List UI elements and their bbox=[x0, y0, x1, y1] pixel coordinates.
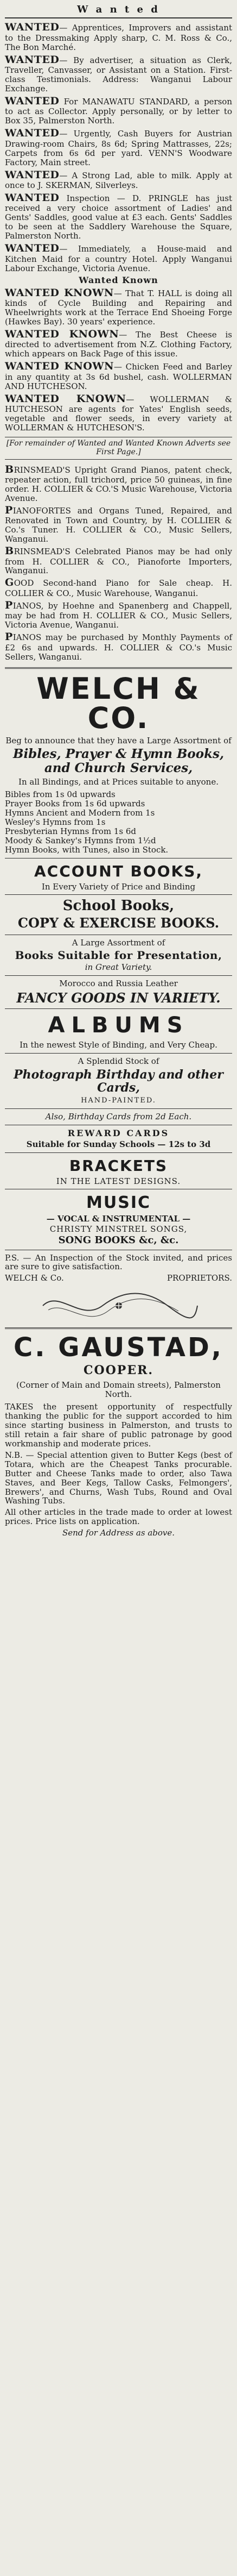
known_ads-lead: WANTED KNOWN bbox=[5, 286, 114, 299]
wanted_ads-item bbox=[5, 22, 232, 52]
price-item: Prayer Books from 1s 6d upwards bbox=[5, 799, 145, 809]
welch-title: WELCH & CO. bbox=[36, 671, 201, 735]
pianos-text: OOD Second-hand Piano for Sale cheap. H. COLLIER & CO., Music Warehouse, Wanganui. bbox=[5, 578, 232, 598]
pianos-item bbox=[5, 546, 232, 575]
price-list bbox=[5, 790, 232, 855]
price-item: Bibles from 1s 0d upwards bbox=[5, 789, 116, 800]
wanted_ads-text: For MANAWATU STANDARD, a person to act as Collector. Apply personally, or by letter to Box 35, Palmerston North. bbox=[5, 96, 232, 126]
pianos-text: IANOS may be purchased by Monthly Payments of £2 6s and upwards. H. COLLIER & CO.'s Music Sellers, Wanganui. bbox=[5, 632, 232, 662]
divider bbox=[5, 1053, 232, 1054]
birthday-cards: Also, Birthday Cards from 2d Each. bbox=[45, 1111, 192, 1121]
remainder-note: [For remainder of Wanted and Wanted Known Adverts see First Page.] bbox=[5, 437, 232, 460]
wanted_ads-item bbox=[5, 96, 232, 126]
wanted_ads-text: — Urgently, Cash Buyers for Austrian Drawing-room Chairs, 8s 6d; Spring Mattrasses, 22s; Carpets from 6s 6d per yard. VENN'S Woodware Factory, Main street. bbox=[5, 129, 232, 167]
known_ads-item bbox=[5, 361, 232, 391]
reward-cards-line: Suitable for Sunday Schools — 12s to 3d bbox=[26, 1139, 211, 1149]
wanted-ads-section bbox=[5, 22, 232, 273]
piano-ads-section bbox=[5, 464, 232, 662]
wanted_ads-lead: WANTED bbox=[5, 53, 60, 66]
pianos-item bbox=[5, 600, 232, 630]
pianos-lead: P bbox=[5, 599, 13, 611]
welch-advert bbox=[5, 671, 232, 1283]
welch-intro: Beg to announce that they have a Large Assortment of bbox=[5, 735, 232, 745]
large-assortment: A Large Assortment of bbox=[72, 937, 165, 948]
fancy-goods: FANCY GOODS IN VARIETY. bbox=[16, 990, 221, 1006]
wanted_ads-item bbox=[5, 170, 232, 190]
welch-sig-right: PROPRIETORS. bbox=[166, 1273, 232, 1283]
divider bbox=[5, 975, 232, 976]
known_ads-item bbox=[5, 393, 232, 433]
christy-songs: CHRISTY MINSTREL SONGS, bbox=[49, 1224, 188, 1234]
brackets-title: BRACKETS bbox=[69, 1156, 168, 1175]
music-sub: — VOCAL & INSTRUMENTAL — bbox=[46, 1214, 191, 1224]
gaustad-sign: Send for Address as above. bbox=[62, 1528, 175, 1538]
gaustad-body: TAKES the present opportunity of respectfully thanking the public for the support accorded to him since starting business in Palmerston, and trusts to still retain a fair share of public patronage by good workmanship and moderate prices. bbox=[5, 1402, 232, 1449]
welch-bindings: In all Bindings, and at Prices suitable to anyone. bbox=[18, 777, 219, 787]
pianos-lead: G bbox=[5, 576, 14, 589]
albums-sub: In the newest Style of Binding, and Very Cheap. bbox=[20, 1039, 217, 1050]
albums-title: ALBUMS bbox=[48, 1013, 189, 1038]
wanted_ads-text: — By advertiser, a situation as Clerk, Traveller, Canvasser, or Assistant on a Station. First-class Testimonials. Address: Wanganui Labour Exchange. bbox=[5, 55, 232, 94]
pianos-lead: B bbox=[5, 463, 14, 475]
price-item: Hymns Ancient and Modern from 1s bbox=[5, 808, 155, 818]
known_ads-lead: WANTED KNOWN bbox=[5, 392, 126, 405]
wanted_ads-lead: WANTED bbox=[5, 242, 60, 255]
price-row bbox=[5, 790, 232, 799]
wanted_ads-lead: WANTED bbox=[5, 21, 60, 34]
pianos-item bbox=[5, 577, 232, 598]
gaustad-advert bbox=[5, 1334, 232, 1538]
known_ads-lead: WANTED KNOWN bbox=[5, 328, 119, 340]
price-item: Presbyterian Hymns from 1s 6d bbox=[5, 826, 136, 837]
pianos-lead: P bbox=[5, 504, 13, 516]
wanted_ads-lead: WANTED bbox=[5, 168, 60, 181]
decorative-scroll-icon bbox=[37, 1289, 200, 1322]
wanted_ads-text: — Apprentices, Improvers and assistant to the Dressmaking Apply sharp, C. M. Ross & Co., The Bon Marché. bbox=[5, 23, 232, 52]
welch-ps: P.S. — An Inspection of the Stock invited, and prices are sure to give satisfaction. bbox=[5, 1252, 232, 1272]
wanted-known-section bbox=[5, 287, 232, 433]
account-books-title: ACCOUNT BOOKS, bbox=[34, 862, 203, 880]
divider bbox=[5, 667, 232, 669]
wanted_ads-item bbox=[5, 54, 232, 93]
divider bbox=[5, 894, 232, 895]
gaustad-all: All other articles in the trade made to order at lowest prices. Price lists on application. bbox=[5, 1507, 232, 1527]
pianos-lead: B bbox=[5, 545, 14, 557]
divider bbox=[5, 1108, 232, 1109]
price-row bbox=[5, 808, 232, 818]
pianos-text: IANOS, by Hoehne and Spanenberg and Chappell, may be had from H. COLLIER & CO., Music Sellers, Victoria Avenue, Wanganui. bbox=[5, 600, 232, 630]
pianos-item bbox=[5, 464, 232, 503]
welch-signature bbox=[5, 1274, 232, 1283]
wanted_ads-text: — Immediately, a House-maid and Kitchen Maid for a country Hotel. Apply Wanganui Labour Exchange, Victoria Avenue. bbox=[5, 244, 232, 273]
gaustad-address: (Corner of Main and Domain streets), Palmerston North. bbox=[16, 1380, 221, 1400]
price-item: Hymn Books, with Tunes, also in Stock. bbox=[5, 844, 169, 855]
price-item: Moody & Sankey's Hymns from 1½d bbox=[5, 836, 156, 846]
divider bbox=[5, 1152, 232, 1153]
pianos-lead: P bbox=[5, 631, 13, 643]
known_ads-text: — The Best Cheese is directed to advertisement from N.Z. Clothing Factory, which appears on Back Page of this issue. bbox=[5, 329, 232, 359]
known_ads-item bbox=[5, 287, 232, 327]
wanted_ads-text: Inspection — D. PRINGLE has just received a very choice assortment of Ladies' and Gents' Saddles, good value at £3 each. Gents' Saddles to be seen at the Saddlery Warehouse the Square, Palmerston North. bbox=[5, 193, 232, 241]
photograph-cards: Photograph Birthday and other Cards, bbox=[14, 1067, 223, 1095]
pianos-text: RINSMEAD'S Upright Grand Pianos, patent check, repeater action, full trichord, price 50 guineas, in fine order. H. COLLIER & CO.'S Music Warehouse, Victoria Avenue. bbox=[5, 465, 232, 503]
reward-cards-title: REWARD CARDS bbox=[67, 1127, 170, 1138]
known_ads-text: — That T. HALL is doing all kinds of Cycle Building and Repairing and Wheelwrights work at the Terrace End Shoeing Forge (Hawkes Bay). 30 years' experience. bbox=[5, 288, 232, 327]
price-row bbox=[5, 818, 232, 827]
price-row bbox=[5, 836, 232, 845]
song-books: SONG BOOKS &c, &c. bbox=[58, 1234, 179, 1246]
wanted-known-heading: Wanted Known bbox=[79, 274, 158, 285]
copy-books-title: COPY & EXERCISE BOOKS. bbox=[17, 914, 220, 931]
splendid-stock: A Splendid Stock of bbox=[78, 1056, 159, 1066]
pianos-text: RINSMEAD'S Celebrated Pianos may be had only from H. COLLIER & CO., Pianoforte Importers, Wanganui. bbox=[5, 547, 232, 576]
pianos-text: IANOFORTES and Organs Tuned, Repaired, and Renovated in Town and Country, by H. COLLIER & Co.'s Tuner. H. COLLIER & CO., Music Sellers, Wanganui. bbox=[5, 505, 232, 544]
wanted_ads-item bbox=[5, 192, 232, 241]
music-title: MUSIC bbox=[86, 1193, 151, 1213]
account-books-sub: In Every Variety of Price and Binding bbox=[41, 881, 196, 892]
pianos-item bbox=[5, 505, 232, 544]
pianos-item bbox=[5, 631, 232, 661]
wanted_ads-lead: WANTED bbox=[5, 95, 60, 107]
school-books-title: School Books, bbox=[62, 898, 175, 914]
welch-sig-left: WELCH & Co. bbox=[5, 1273, 64, 1283]
price-row bbox=[5, 827, 232, 836]
divider bbox=[5, 1327, 232, 1329]
wanted_ads-text: — A Strong Lad, able to milk. Apply at once to J. SKERMAN, Silverleys. bbox=[5, 170, 232, 191]
known_ads-text: — WOLLERMAN & HUTCHESON are agents for Yates' English seeds, vegetable and flower seeds, in every variety at WOLLERMAN & HUTCHESON'S. bbox=[5, 394, 232, 433]
wanted_ads-lead: WANTED bbox=[5, 191, 60, 204]
wanted_ads-lead: WANTED bbox=[5, 127, 60, 140]
known_ads-lead: WANTED KNOWN bbox=[5, 360, 114, 373]
price-item: Wesley's Hymns from 1s bbox=[5, 817, 106, 828]
known_ads-text: — Chicken Feed and Barley in any quantity at 3s 6d bushel, cash. WOLLERMAN AND HUTCHESON. bbox=[5, 362, 232, 391]
gaustad-nb: N.B. — Special attention given to Butter Kegs (best of Totara, which are the Cheapest Tanks procurable. Butter and Cheese Tanks made to order, also Tawa Staves, and Beer Kegs, Tallow Casks, Felmongers', Brewers', and Churns, Wash Tubs, Round and Oval Washing Tubs. bbox=[5, 1450, 232, 1506]
known_ads-item bbox=[5, 329, 232, 359]
gaustad-name: C. GAUSTAD, bbox=[13, 1332, 224, 1363]
divider bbox=[5, 1008, 232, 1009]
leather-goods: Morocco and Russia Leather bbox=[59, 979, 178, 989]
presentation-books: Books Suitable for Presentation, bbox=[15, 948, 222, 962]
wanted_ads-item bbox=[5, 128, 232, 167]
great-variety: in Great Variety. bbox=[85, 962, 152, 973]
welch-books-line: Bibles, Prayer & Hymn Books, and Church Services, bbox=[13, 747, 224, 776]
section-masthead: W a n t e d bbox=[5, 0, 232, 18]
brackets-sub: IN THE LATEST DESIGNS. bbox=[56, 1176, 181, 1186]
hand-painted: HAND-PAINTED. bbox=[81, 1096, 156, 1105]
price-row bbox=[5, 799, 232, 808]
gaustad-trade: COOPER. bbox=[83, 1363, 154, 1378]
price-row bbox=[5, 845, 232, 855]
wanted_ads-item bbox=[5, 243, 232, 273]
